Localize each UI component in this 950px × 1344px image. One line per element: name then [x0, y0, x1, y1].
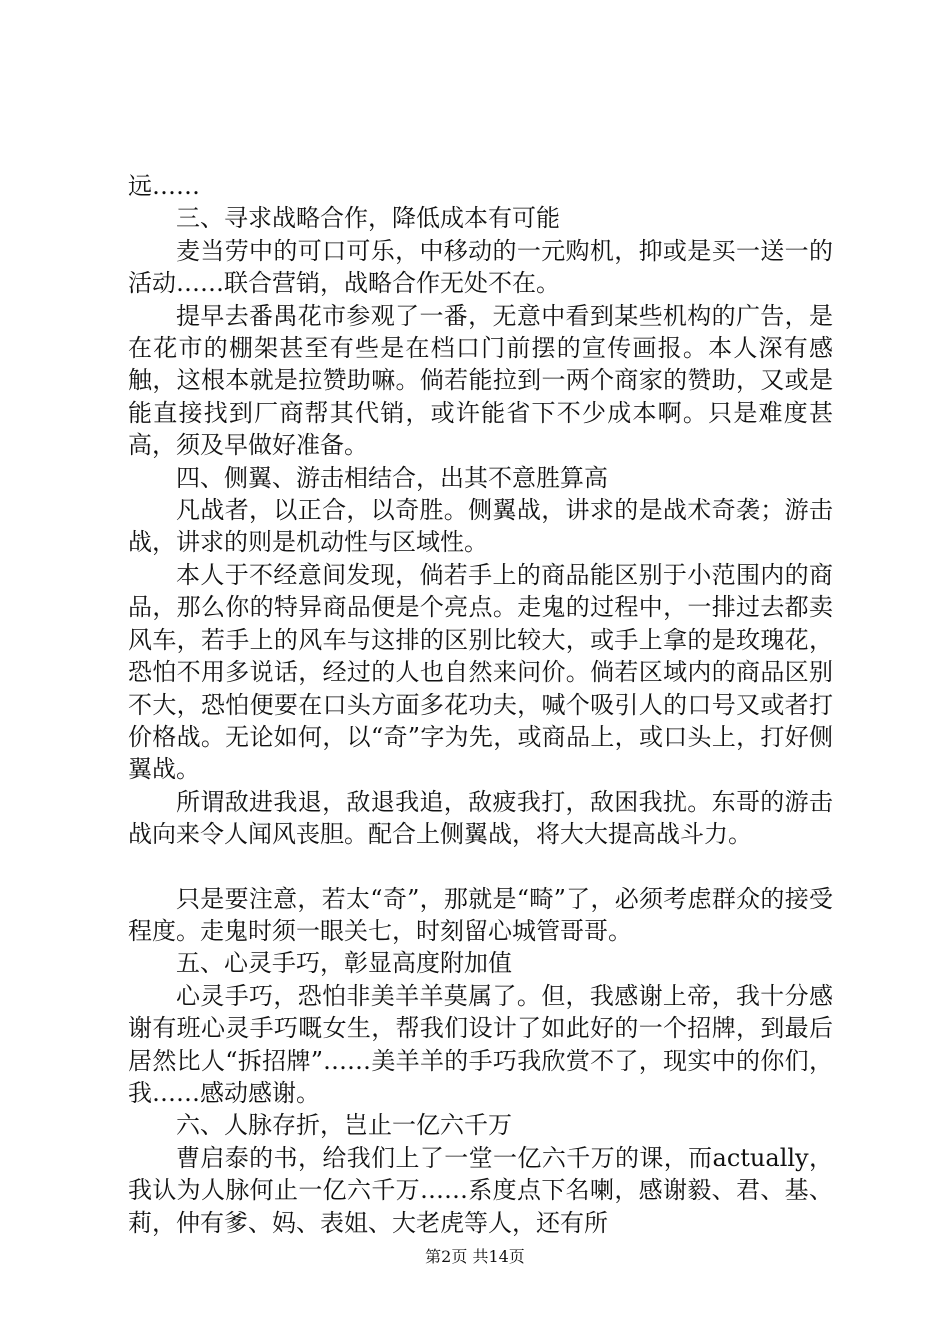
section-heading-6: 六、人脉存折，岂止一亿六千万 [176, 1111, 512, 1140]
paragraph: 本人于不经意间发现，倘若手上的商品能区别于小范围内的商品，那么你的特异商品便是个亮点。走鬼的过程中，一排过去都卖风车，若手上的风车与这排的区别比较大，或手上拿的是玫瑰花，恐怕不用多说话，经过的人也自然来问价。倘若区域内的商品区别不大，恐怕便要在口头方面多花功夫，喊个吸引人的口号又或者打价格战。无论如何，以“奇”字为先，或商品上，或口头上，打好侧翼战。 [128, 560, 833, 784]
section-heading-3: 三、寻求战略合作，降低成本有可能 [176, 204, 560, 233]
paragraph: 麦当劳中的可口可乐，中移动的一元购机，抑或是买一送一的活动……联合营销，战略合作无处不在。 [128, 236, 833, 298]
paragraph-continuation: 远…… [128, 172, 200, 200]
page-footer: 第2页 共14页 [425, 1247, 525, 1266]
paragraph: 凡战者，以正合，以奇胜。侧翼战，讲求的是战术奇袭；游击战，讲求的则是机动性与区域性。 [128, 496, 833, 557]
section-heading-5: 五、心灵手巧，彰显高度附加值 [176, 949, 512, 978]
paragraph: 只是要注意，若太“奇”，那就是“畸”了，必须考虑群众的接受程度。走鬼时须一眼关七，时刻留心城管哥哥。 [128, 884, 833, 945]
blank-line [128, 851, 833, 883]
paragraph: 曹启泰的书，给我们上了一堂一亿六千万的课，而actually，我认为人脉何止一亿六千万……系度点下名喇，感谢毅、君、基、莉，仲有爹、妈、表姐、大老虎等人，还有所 [128, 1143, 833, 1237]
paragraph: 心灵手巧，恐怕非美羊羊莫属了。但，我感谢上帝，我十分感谢有班心灵手巧嘅女生，帮我们设计了如此好的一个招牌，到最后居然比人“拆招牌”……美羊羊的手巧我欣赏不了，现实中的你们，我……感动感谢。 [128, 981, 833, 1107]
paragraph: 提早去番禺花市参观了一番，无意中看到某些机构的广告，是在花市的棚架甚至有些是在档口门前摆的宣传画报。本人深有感触，这根本就是拉赞助嘛。倘若能拉到一两个商家的赞助，又或是能直接找到厂商帮其代销，或许能省下不少成本啊。只是难度甚高，须及早做好准备。 [128, 301, 833, 460]
section-heading-4: 四、侧翼、游击相结合，出其不意胜算高 [176, 463, 608, 492]
paragraph: 所谓敌进我退，敌退我追，敌疲我打，敌困我扰。东哥的游击战向来令人闻风丧胆。配合上侧翼战，将大大提高战斗力。 [128, 787, 833, 849]
document-body [128, 170, 833, 1239]
